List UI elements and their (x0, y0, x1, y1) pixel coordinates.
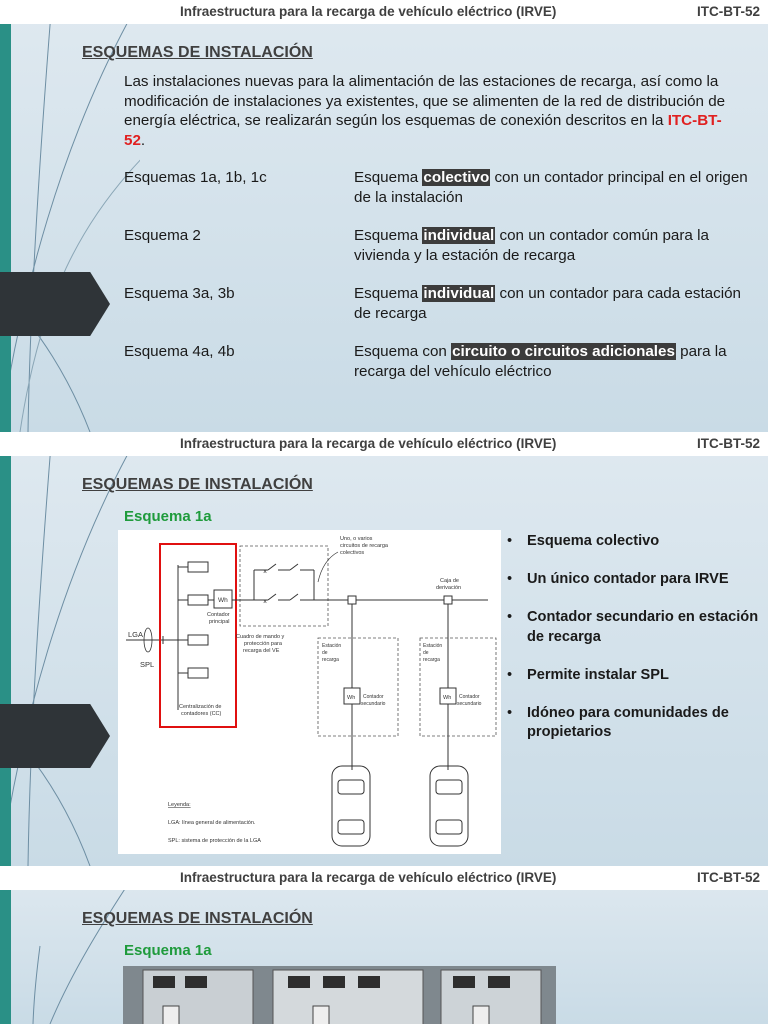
bullet-item: • Un único contador para IRVE (505, 570, 760, 590)
slide-arrow-tab (0, 704, 110, 768)
slide-esquema-1a-photo (0, 866, 768, 1024)
scheme-name: Esquema 4a, 4b (124, 343, 235, 360)
cuadro-label-2: protección para (244, 641, 282, 647)
contador-sec-label-2a: Contador (459, 694, 480, 700)
header-code: ITC-BT-52 (696, 4, 760, 19)
scheme-name: Esquema 3a, 3b (124, 285, 235, 302)
estacion-label-2b: de (423, 650, 429, 656)
feature-bullet-list (505, 532, 760, 761)
header-title: Infraestructura para la recarga de vehículo eléctrico (IRVE) (180, 4, 557, 19)
estacion-label-1b: de (322, 650, 328, 656)
installation-photo (123, 966, 556, 1024)
uno-varios-label-1: Uno, o varios (340, 536, 373, 542)
desc-post: con un contador común para la vivienda y la estación de recarga (354, 227, 709, 264)
desc-highlight: colectivo (423, 169, 490, 186)
slide-heading: ESQUEMAS DE INSTALACIÓN (82, 44, 313, 61)
scheme-description (354, 168, 754, 207)
estacion-label-1c: recarga (322, 657, 339, 663)
scheme-name: Esquema 2 (124, 227, 201, 244)
uno-varios-label-2: circuitos de recarga (340, 543, 388, 549)
installation-photo-svg (123, 966, 556, 1024)
desc-post: con un contador para cada estación de recarga (354, 285, 741, 322)
svg-text:×: × (263, 569, 268, 576)
legend-title: Leyenda: (168, 802, 191, 808)
estacion-label-2c: recarga (423, 657, 440, 663)
slide-header (0, 432, 768, 456)
scheme-description (354, 342, 754, 381)
car-icon (332, 766, 370, 846)
centralizacion-label-2: contadores (CC) (181, 711, 222, 717)
caja-label-1: Caja de (440, 578, 459, 584)
scheme-name: Esquemas 1a, 1b, 1c (124, 169, 267, 186)
bullet-item: • Esquema colectivo (505, 532, 760, 552)
desc-highlight: circuito o circuitos adicionales (452, 343, 675, 360)
intro-paragraph (124, 72, 734, 150)
slide-arrow-tab (0, 272, 110, 336)
slide-esquemas-overview (0, 0, 768, 432)
header-title: Infraestructura para la recarga de vehículo eléctrico (IRVE) (180, 870, 557, 885)
bullet-item: • Contador secundario en estación de recarga (505, 608, 760, 647)
desc-pre: Esquema (354, 169, 423, 186)
desc-post: para la recarga del vehículo eléctrico (354, 343, 727, 380)
svg-text:×: × (263, 599, 268, 606)
uno-varios-label-3: colectivos (340, 550, 365, 556)
desc-post: con un contador principal en el origen de la instalación (354, 169, 748, 206)
caja-label-2: derivación (436, 585, 462, 591)
side-accent-bar (0, 432, 11, 866)
wh-label-1: Wh (347, 695, 356, 701)
desc-pre: Esquema con (354, 343, 452, 360)
bullet-item: • Permite instalar SPL (505, 666, 760, 686)
cuadro-label-1: Cuadro de mando y (236, 634, 285, 640)
header-title: Infraestructura para la recarga de vehículo eléctrico (IRVE) (180, 436, 557, 451)
contador-principal-label-1: Contador (207, 612, 230, 618)
intro-reference: ITC-BT-52 (124, 112, 722, 149)
desc-pre: Esquema (354, 227, 423, 244)
contador-principal-label-2: principal (209, 619, 230, 625)
slide-heading: ESQUEMAS DE INSTALACIÓN (82, 476, 313, 493)
contador-sec-label-1b: secundario (361, 701, 386, 707)
centralizacion-label-1: Centralización de (179, 704, 222, 710)
bullet-item: • Idóneo para comunidades de propietarios (505, 704, 760, 743)
contador-sec-label-1a: Contador (363, 694, 384, 700)
wh-label-2: Wh (443, 695, 452, 701)
header-code: ITC-BT-52 (696, 870, 760, 885)
estacion-recarga-box-1 (318, 638, 398, 736)
cuadro-label-3: recarga del VE (243, 648, 280, 654)
slide-heading: ESQUEMAS DE INSTALACIÓN (82, 910, 313, 927)
desc-highlight: individual (423, 285, 495, 302)
desc-pre: Esquema (354, 285, 423, 302)
slide-subheading: Esquema 1a (124, 942, 212, 959)
slide-header (0, 0, 768, 24)
legend-spl: SPL: sistema de protección de la LGA (168, 838, 261, 844)
wh-label: Wh (218, 597, 228, 604)
legend-lga: LGA: línea general de alimentación. (168, 820, 256, 826)
scheme-description (354, 284, 754, 323)
lga-label: LGA (128, 630, 144, 639)
slide-subheading: Esquema 1a (124, 508, 212, 525)
slide-esquema-1a-diagram (0, 432, 768, 866)
estacion-recarga-box-2 (420, 638, 496, 736)
wiring-diagram (118, 530, 501, 854)
contador-sec-label-2b: secundario (457, 701, 482, 707)
desc-highlight: individual (423, 227, 495, 244)
estacion-label-2a: Estación (423, 643, 443, 649)
side-accent-bar (0, 0, 11, 432)
intro-text: Las instalaciones nuevas para la alimentación de las estaciones de recarga, así como la modificación de instalaciones ya existentes, que se alimenten de la red de distribución de energía eléctrica, se realizarán según los esquemas de conexión descritos en la (124, 73, 726, 129)
decorative-lines (0, 0, 140, 432)
cuadro-mando-box (240, 546, 328, 626)
estacion-label-1a: Estación (322, 643, 342, 649)
spl-label: SPL (140, 660, 155, 669)
car-icon (430, 766, 468, 846)
scheme-description (354, 226, 754, 265)
header-code: ITC-BT-52 (696, 436, 760, 451)
wiring-diagram-svg (118, 530, 501, 854)
intro-end: . (140, 131, 146, 149)
slide-header (0, 866, 768, 890)
